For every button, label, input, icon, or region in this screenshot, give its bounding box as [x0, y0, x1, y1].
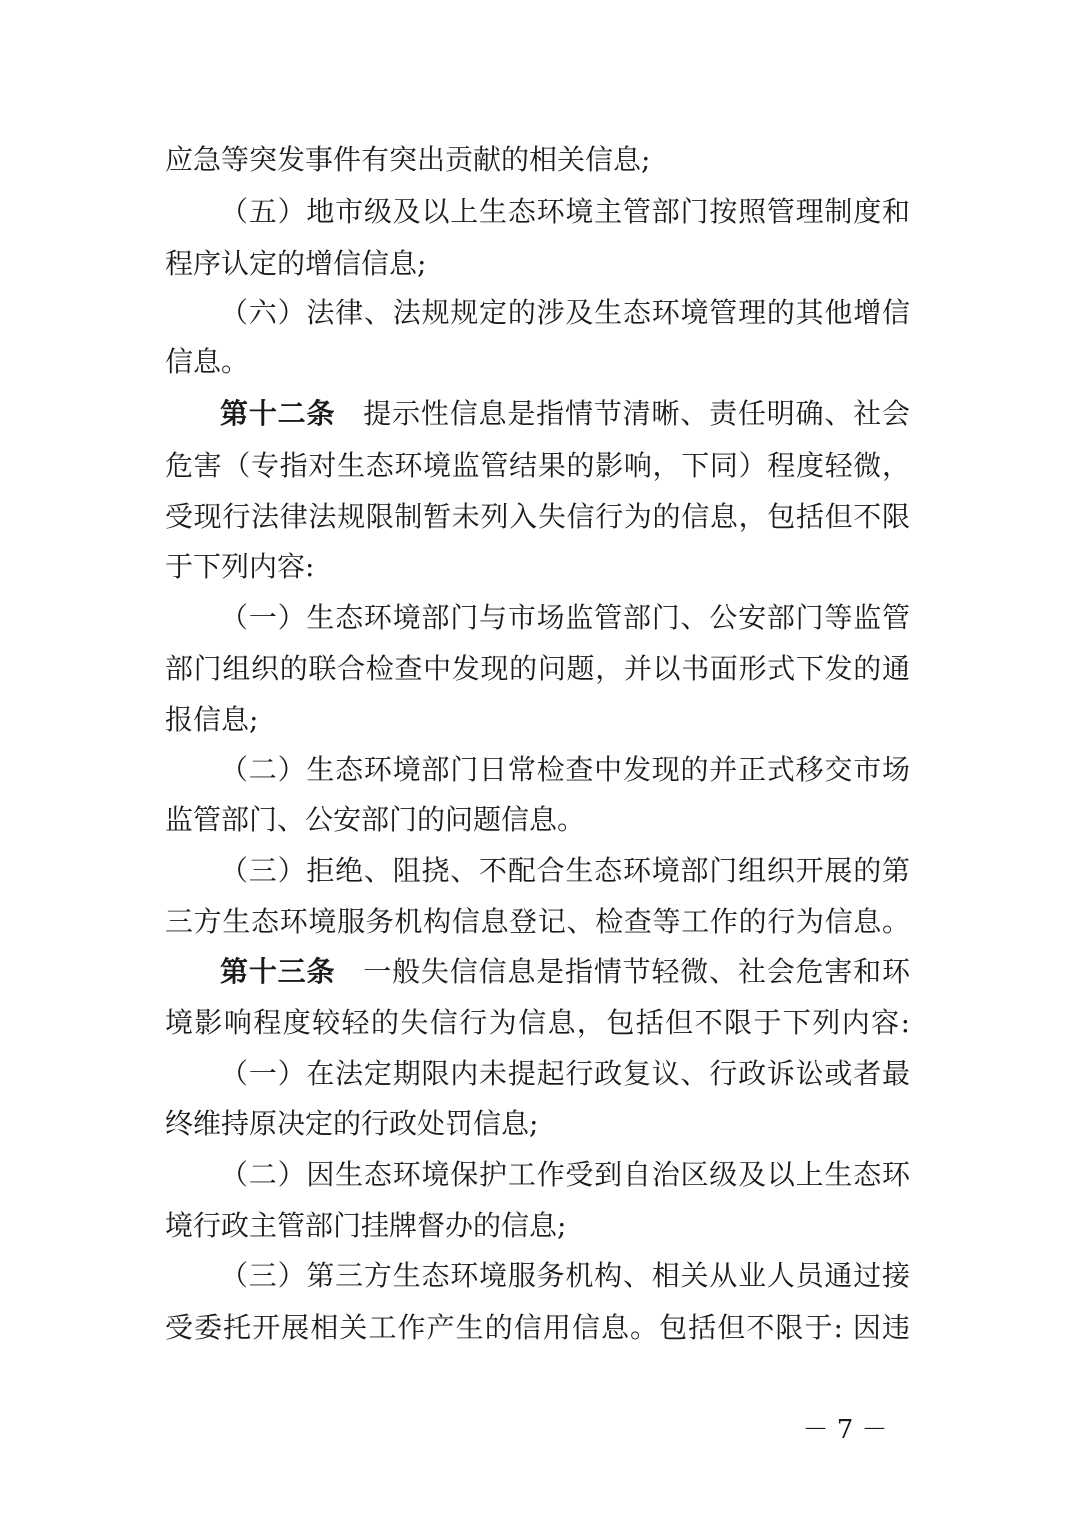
article-heading: 第十三条	[220, 955, 336, 988]
article-text: 提示性信息是指情节清晰、责任明确、社会	[363, 397, 910, 430]
text-line: 于下列内容:	[165, 550, 315, 583]
text-line: 信息。	[165, 345, 250, 378]
page-number: － 7 －	[802, 1415, 888, 1445]
text-line: （二）因生态环境保护工作受到自治区级及以上生态环	[220, 1158, 910, 1191]
article-line	[220, 952, 910, 992]
text-line: 受现行法律法规限制暂未列入失信行为的信息，包括但不限	[165, 500, 910, 533]
article-line	[220, 394, 910, 434]
text-line: （一）生态环境部门与市场监管部门、公安部门等监管	[220, 601, 910, 634]
text-line: 终维持原决定的行政处罚信息;	[165, 1107, 539, 1140]
text-line: 境影响程度较轻的失信行为信息，包括但不限于下列内容:	[165, 1006, 910, 1039]
text-line: （三）拒绝、阻挠、不配合生态环境部门组织开展的第	[220, 854, 910, 887]
text-line: （三）第三方生态环境服务机构、相关从业人员通过接	[220, 1259, 910, 1292]
text-line: 部门组织的联合检查中发现的问题，并以书面形式下发的通	[165, 652, 910, 685]
text-line: 应急等突发事件有突出贡献的相关信息;	[165, 143, 651, 176]
text-line: 受委托开展相关工作产生的信用信息。包括但不限于: 因违	[165, 1311, 910, 1344]
text-line: （五）地市级及以上生态环境主管部门按照管理制度和	[220, 195, 910, 228]
text-line: （一）在法定期限内未提起行政复议、行政诉讼或者最	[220, 1057, 910, 1090]
text-line: 监管部门、公安部门的问题信息。	[165, 803, 586, 836]
article-heading: 第十二条	[220, 397, 336, 430]
text-line: （六）法律、法规规定的涉及生态环境管理的其他增信	[220, 296, 910, 329]
text-line: 三方生态环境服务机构信息登记、检查等工作的行为信息。	[165, 905, 910, 938]
text-line: 危害（专指对生态环境监管结果的影响，下同）程度轻微，	[165, 449, 910, 482]
text-line: （二）生态环境部门日常检查中发现的并正式移交市场	[220, 753, 910, 786]
article-text: 一般失信信息是指情节轻微、社会危害和环	[363, 955, 910, 988]
text-line: 程序认定的增信信息;	[165, 247, 427, 280]
text-line: 报信息;	[165, 703, 259, 736]
text-line: 境行政主管部门挂牌督办的信息;	[165, 1209, 567, 1242]
